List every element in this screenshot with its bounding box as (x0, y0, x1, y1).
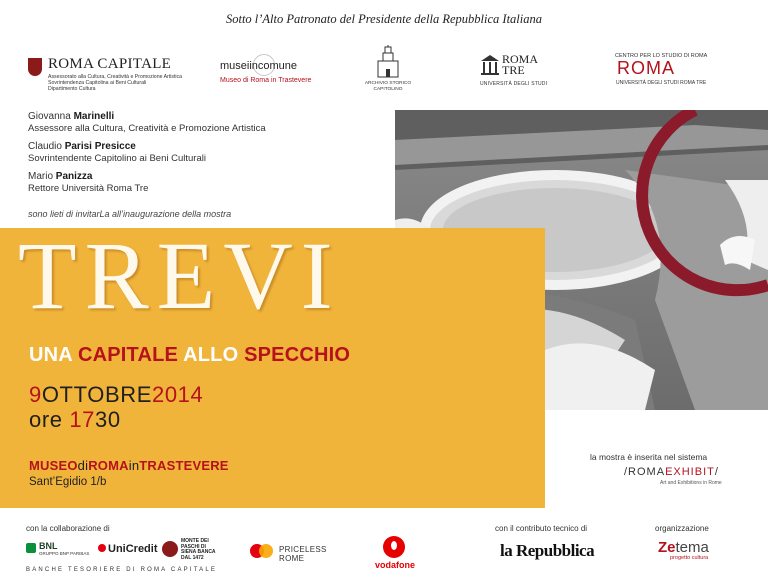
contrib-label: con il contributo tecnico di (495, 524, 588, 533)
musei-name: museiincomune (220, 60, 298, 72)
person-item: Mario Panizza Rettore Università Roma Tre (28, 171, 149, 194)
archivio-capitolino-logo (358, 45, 418, 97)
exhibition-title: TREVI (18, 222, 341, 329)
roma-capitale-name: ROMA CAPITALE (48, 56, 172, 72)
event-address: Sant’Egidio 1/b (29, 476, 107, 488)
invite-text: sono lieti di invitarLa all’inaugurazione della mostra (28, 209, 232, 219)
archivio-name: ARCHIVIO STORICO CAPITOLINO (364, 81, 412, 92)
roma-tre-logo (480, 54, 560, 94)
event-date: 9OTTOBRE2014 (29, 382, 204, 407)
bnl-stars-icon (26, 543, 36, 553)
person-item: Giovanna Marinelli Assessore alla Cultura, Creatività e Promozione Artistica (28, 111, 266, 134)
exhibition-subtitle: UNA CAPITALE ALLO SPECCHIO (29, 344, 351, 366)
roma-tre-name: ROMA TRE (502, 52, 539, 77)
roma-exhibit-sub: Art and Exhibitions in Rome (660, 480, 722, 486)
roma-tre-sub: UNIVERSITÀ DEGLI STUDI (480, 81, 548, 87)
event-venue: MUSEOdiROMAinTRASTEVERE (29, 458, 229, 473)
mps-seal-icon (162, 541, 178, 557)
unicredit-logo: UniCredit (98, 543, 158, 555)
roma-shield-icon (28, 58, 42, 76)
priceless-rome-logo: PRICELESS ROME (279, 545, 327, 563)
centro-studio-roma-logo (612, 53, 712, 93)
roma-tre-temple-icon (480, 54, 500, 76)
mastercard-icon (250, 544, 274, 558)
roma-exhibit-logo: /ROMAEXHIBIT/ (624, 466, 719, 478)
musei-in-comune-logo (220, 54, 310, 90)
archivio-tower-icon (375, 45, 401, 79)
vodafone-speechmark-icon (383, 536, 405, 558)
banche-tesoriere: BANCHE TESORIERE DI ROMA CAPITALE (26, 567, 218, 573)
roma-capitale-logo (28, 56, 183, 96)
patronage-line: Sotto l’Alto Patronato del Presidente della Repubblica Italiana (225, 12, 543, 26)
musei-sub: Museo di Roma in Trastevere (220, 77, 312, 84)
event-time: ore 1730 (29, 407, 121, 432)
zetema-logo: Zetema (658, 539, 709, 556)
org-label: organizzazione (655, 524, 709, 533)
repubblica-logo: la Repubblica (500, 541, 595, 560)
csr-name: ROMA (617, 58, 675, 78)
system-label: la mostra è inserita nel sistema (590, 452, 708, 462)
collab-label: con la collaborazione di (26, 524, 110, 533)
unicredit-dot-icon (98, 544, 106, 552)
roma-capitale-sub: Assessorato alla Cultura, Creatività e Promozione Artistica Sovrintendenza Capitolina ai Beni Culturali Dipartimento Cultura (48, 74, 183, 92)
csr-top: CENTRO PER LO STUDIO DI ROMA (615, 53, 708, 59)
csr-sub: UNIVERSITÀ DEGLI STUDI ROMA TRE (616, 80, 707, 86)
person-item: Claudio Parisi Presicce Sovrintendente Capitolino ai Beni Culturali (28, 141, 206, 164)
zetema-sub: progetto cultura (670, 555, 709, 561)
people-list (28, 110, 266, 200)
